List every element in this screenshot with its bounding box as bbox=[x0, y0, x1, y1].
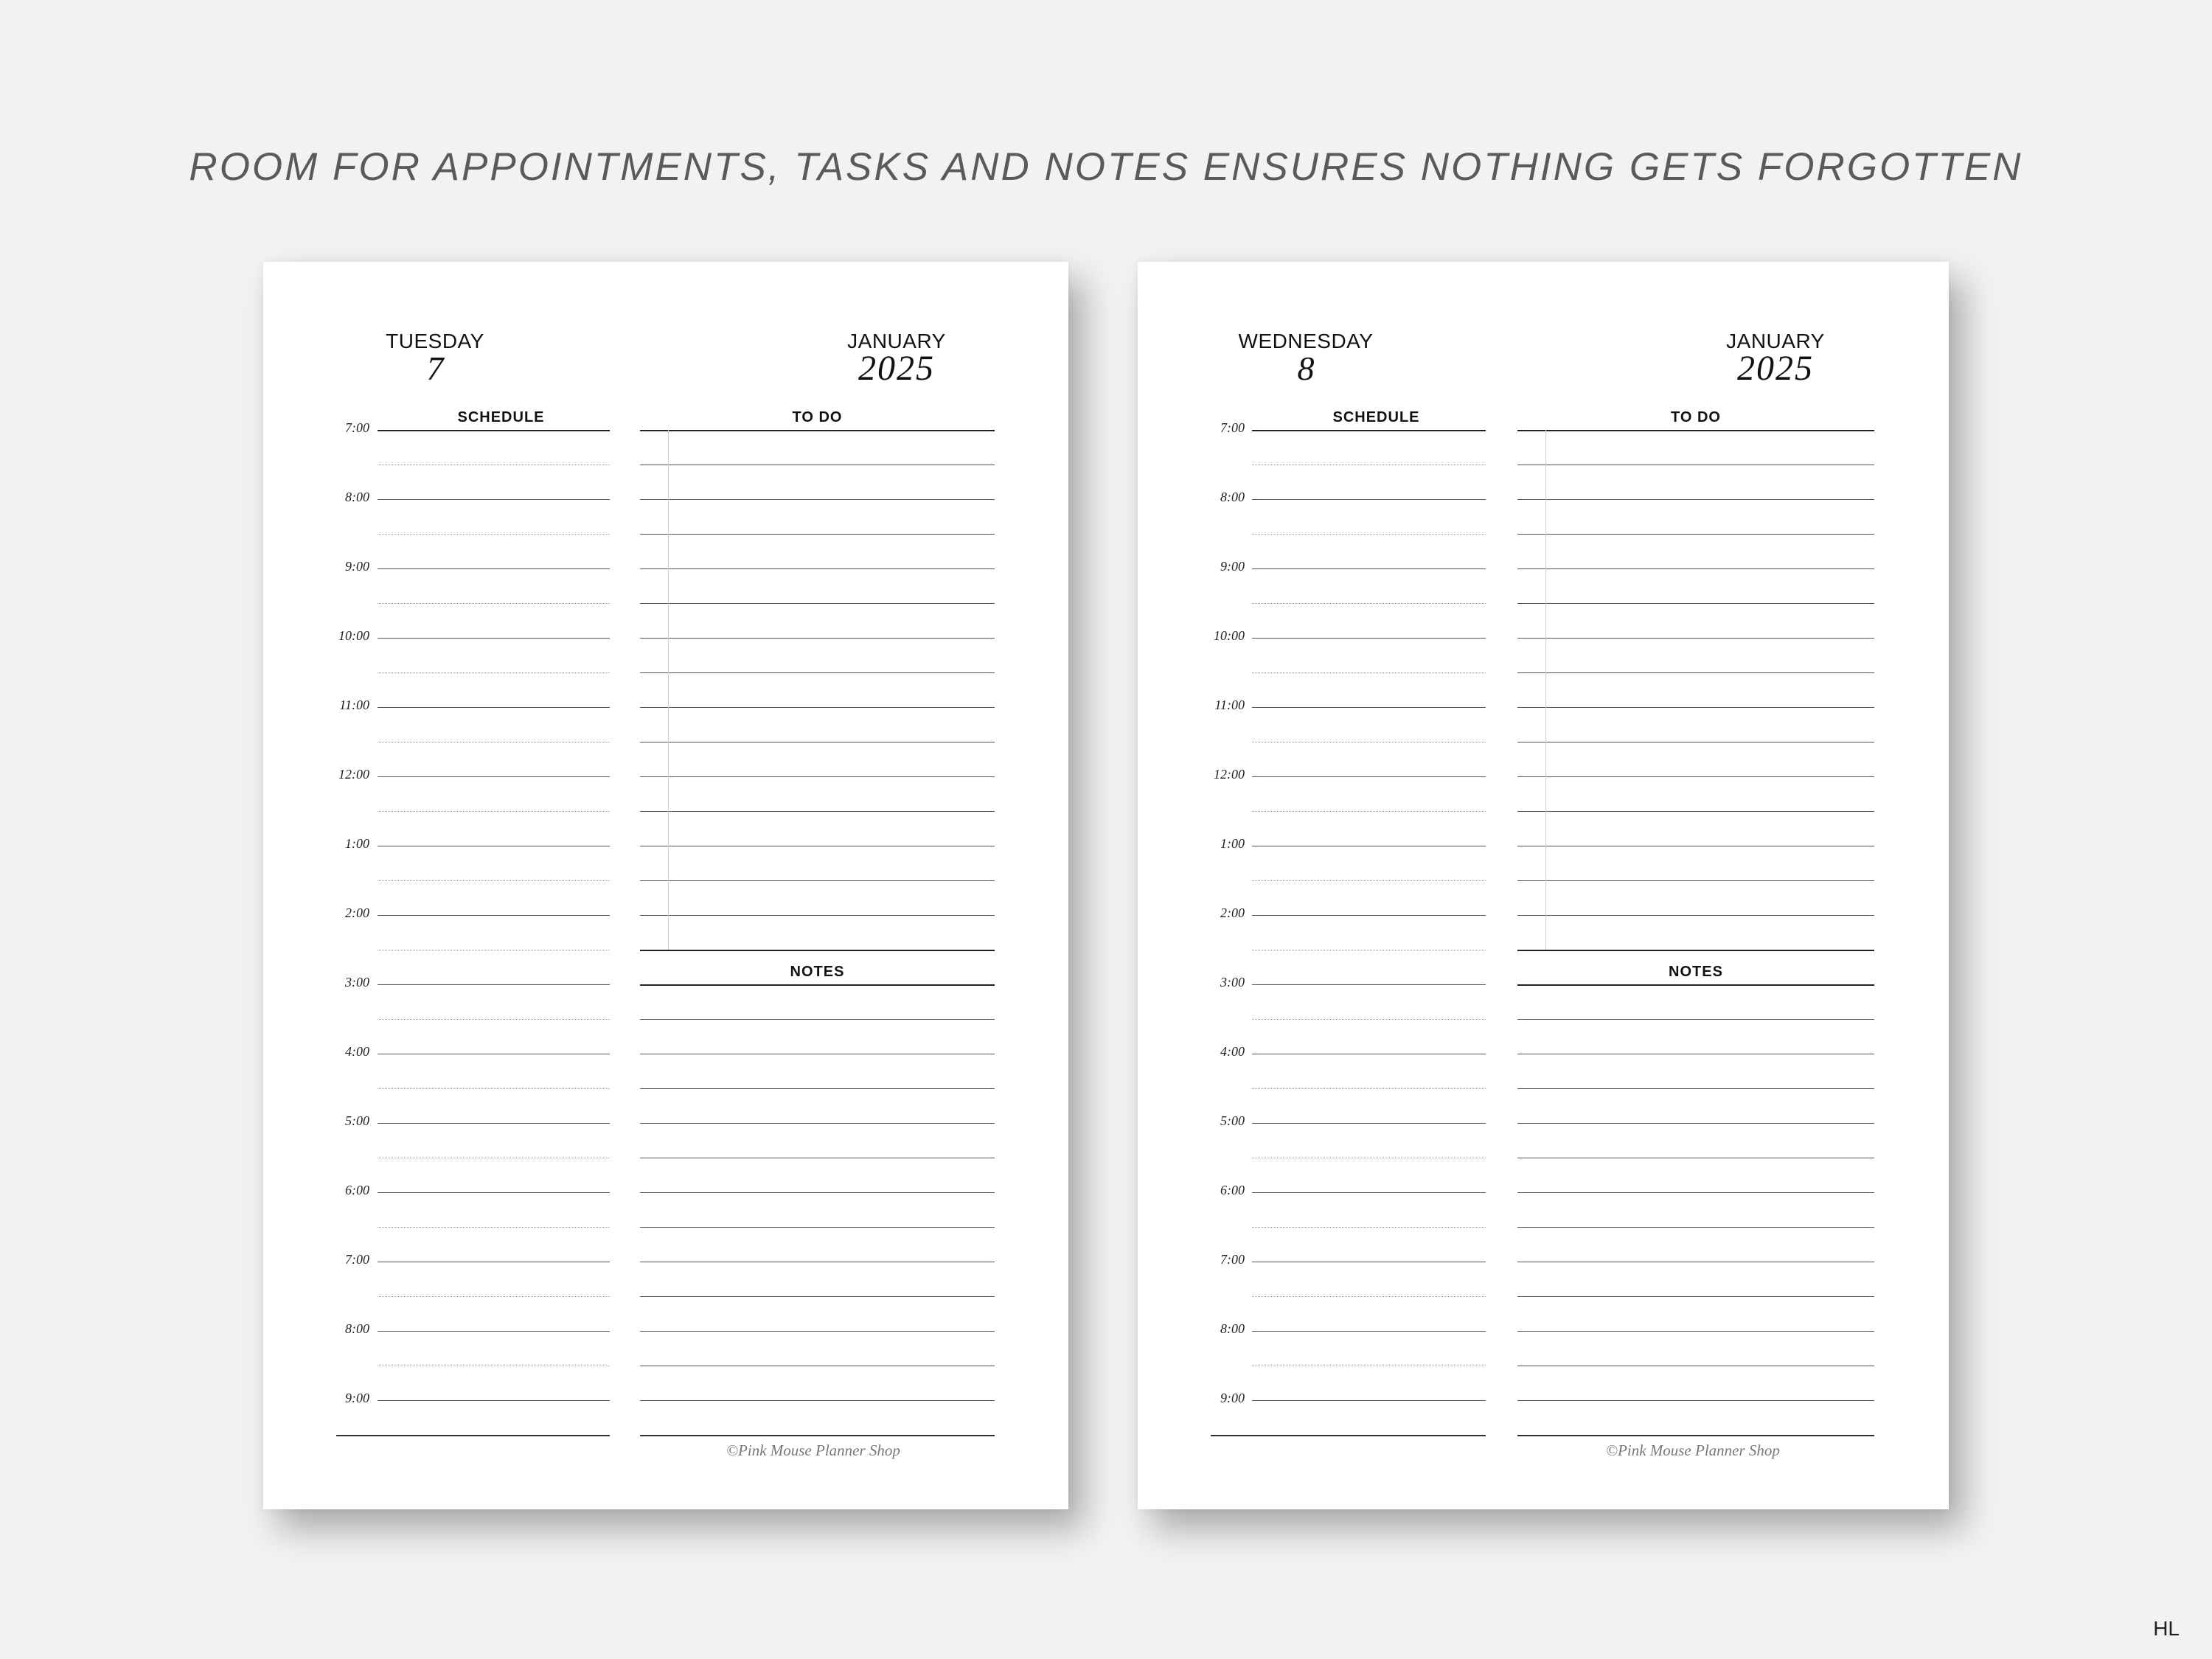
todo-line bbox=[640, 603, 995, 604]
time-label: 1:00 bbox=[1220, 836, 1245, 851]
todo-line bbox=[1517, 915, 1874, 916]
schedule-half-hour-line bbox=[1252, 1088, 1486, 1089]
schedule-half-hour-line bbox=[1252, 1019, 1486, 1020]
time-label: 7:00 bbox=[345, 1252, 369, 1267]
schedule-half-hour-line bbox=[378, 1296, 610, 1297]
notes-bottom-rule bbox=[640, 1435, 995, 1436]
schedule-half-hour-line bbox=[378, 534, 610, 535]
todo-line bbox=[640, 776, 995, 777]
time-label: 7:00 bbox=[345, 420, 369, 435]
schedule-half-hour-line bbox=[1252, 880, 1486, 881]
notes-line bbox=[640, 1296, 995, 1297]
time-label: 12:00 bbox=[1214, 767, 1245, 782]
notes-bottom-rule bbox=[1517, 1435, 1874, 1436]
time-label: 5:00 bbox=[1220, 1113, 1245, 1128]
schedule-header-rule bbox=[1252, 430, 1486, 431]
schedule-hour-line bbox=[1252, 568, 1486, 569]
time-label: 9:00 bbox=[1220, 1391, 1245, 1405]
schedule-half-hour-line bbox=[378, 811, 610, 812]
notes-line bbox=[1517, 1123, 1874, 1124]
schedule-half-hour-line bbox=[378, 1088, 610, 1089]
notes-line bbox=[1517, 984, 1874, 986]
time-label: 4:00 bbox=[345, 1044, 369, 1059]
todo-line bbox=[640, 950, 995, 951]
day-heading bbox=[324, 330, 546, 385]
notes-line bbox=[640, 1192, 995, 1193]
year-number: 2025 bbox=[858, 349, 935, 388]
schedule-half-hour-line bbox=[378, 672, 610, 673]
todo-line bbox=[640, 499, 995, 500]
month-label: JANUARY bbox=[847, 330, 946, 352]
time-label: 9:00 bbox=[345, 559, 369, 574]
schedule-hour-line bbox=[1252, 915, 1486, 916]
todo-line bbox=[1517, 603, 1874, 604]
time-label: 12:00 bbox=[338, 767, 369, 782]
schedule-hour-line bbox=[1252, 707, 1486, 708]
day-number: 7 bbox=[426, 349, 444, 387]
notes-line bbox=[640, 984, 995, 986]
schedule-hour-line bbox=[378, 1331, 610, 1332]
schedule-half-hour-line bbox=[378, 880, 610, 881]
copyright-footer: ©Pink Mouse Planner Shop bbox=[1606, 1441, 1780, 1459]
schedule-half-hour-line bbox=[1252, 1227, 1486, 1228]
schedule-hour-line bbox=[1252, 776, 1486, 777]
todo-line bbox=[1517, 776, 1874, 777]
notes-line bbox=[1517, 1227, 1874, 1228]
planner-page-tuesday bbox=[263, 262, 1068, 1509]
schedule-half-hour-line bbox=[1252, 603, 1486, 604]
copyright-footer: ©Pink Mouse Planner Shop bbox=[726, 1441, 900, 1459]
todo-line bbox=[1517, 880, 1874, 881]
todo-line bbox=[640, 707, 995, 708]
todo-checkbox-divider bbox=[1545, 430, 1546, 950]
schedule-hour-line bbox=[378, 776, 610, 777]
time-label: 1:00 bbox=[345, 836, 369, 851]
todo-line bbox=[1517, 638, 1874, 639]
time-label: 4:00 bbox=[1220, 1044, 1245, 1059]
notes-line bbox=[1517, 1088, 1874, 1089]
notes-line bbox=[640, 1123, 995, 1124]
todo-line bbox=[640, 915, 995, 916]
time-label: 11:00 bbox=[339, 698, 369, 712]
notes-line bbox=[640, 1331, 995, 1332]
time-label: 10:00 bbox=[338, 628, 369, 643]
todo-line bbox=[640, 568, 995, 569]
notes-line bbox=[1517, 1296, 1874, 1297]
month-heading bbox=[1665, 330, 1886, 388]
schedule-half-hour-line bbox=[378, 603, 610, 604]
todo-header: TO DO bbox=[792, 409, 843, 425]
schedule-half-hour-line bbox=[378, 1019, 610, 1020]
schedule-hour-line bbox=[378, 1400, 610, 1401]
time-label: 6:00 bbox=[345, 1183, 369, 1197]
time-label: 8:00 bbox=[345, 1321, 369, 1336]
todo-line bbox=[1517, 950, 1874, 951]
todo-line bbox=[1517, 534, 1874, 535]
weekday-label: WEDNESDAY bbox=[1238, 330, 1374, 352]
notes-line bbox=[640, 1019, 995, 1020]
time-label: 3:00 bbox=[345, 975, 369, 990]
day-number: 8 bbox=[1297, 349, 1315, 387]
time-label: 8:00 bbox=[345, 490, 369, 504]
todo-line bbox=[1517, 568, 1874, 569]
month-heading bbox=[786, 330, 1007, 388]
corner-mark: HL bbox=[2153, 1617, 2180, 1640]
schedule-hour-line bbox=[1252, 1331, 1486, 1332]
schedule-half-hour-line bbox=[1252, 534, 1486, 535]
time-label: 2:00 bbox=[1220, 905, 1245, 920]
time-label: 2:00 bbox=[345, 905, 369, 920]
planner-page-wednesday bbox=[1138, 262, 1949, 1509]
time-label: 5:00 bbox=[345, 1113, 369, 1128]
time-label: 11:00 bbox=[1214, 698, 1245, 712]
schedule-hour-line bbox=[378, 638, 610, 639]
headline: ROOM FOR APPOINTMENTS, TASKS AND NOTES ENSURES NOTHING GETS FORGOTTEN bbox=[189, 145, 2023, 189]
time-label: 6:00 bbox=[1220, 1183, 1245, 1197]
schedule-half-hour-line bbox=[378, 1227, 610, 1228]
notes-line bbox=[1517, 1400, 1874, 1401]
schedule-hour-line bbox=[378, 1123, 610, 1124]
schedule-hour-line bbox=[1252, 1192, 1486, 1193]
schedule-half-hour-line bbox=[1252, 1296, 1486, 1297]
day-heading bbox=[1195, 330, 1416, 385]
todo-line bbox=[640, 811, 995, 812]
schedule-header: SCHEDULE bbox=[1332, 409, 1420, 425]
todo-line bbox=[640, 672, 995, 673]
todo-line bbox=[1517, 707, 1874, 708]
time-label: 7:00 bbox=[1220, 420, 1245, 435]
schedule-hour-line bbox=[378, 568, 610, 569]
todo-line bbox=[1517, 430, 1874, 431]
notes-line bbox=[640, 1088, 995, 1089]
todo-line bbox=[1517, 499, 1874, 500]
notes-line bbox=[640, 1400, 995, 1401]
todo-line bbox=[640, 638, 995, 639]
todo-line bbox=[1517, 672, 1874, 673]
todo-line bbox=[640, 430, 995, 431]
schedule-hour-line bbox=[378, 984, 610, 985]
schedule-hour-line bbox=[378, 499, 610, 500]
schedule-half-hour-line bbox=[1252, 672, 1486, 673]
schedule-hour-line bbox=[1252, 984, 1486, 985]
month-label: JANUARY bbox=[1726, 330, 1825, 352]
schedule-hour-line bbox=[1252, 1123, 1486, 1124]
todo-line bbox=[640, 880, 995, 881]
notes-header: NOTES bbox=[1669, 964, 1723, 980]
schedule-hour-line bbox=[1252, 638, 1486, 639]
notes-line bbox=[1517, 1019, 1874, 1020]
schedule-header-rule bbox=[378, 430, 610, 431]
schedule-bottom-rule bbox=[336, 1435, 610, 1436]
weekday-label: TUESDAY bbox=[386, 330, 484, 352]
notes-line bbox=[1517, 1192, 1874, 1193]
time-label: 10:00 bbox=[1214, 628, 1245, 643]
time-label: 7:00 bbox=[1220, 1252, 1245, 1267]
year-number: 2025 bbox=[1737, 349, 1814, 388]
schedule-hour-line bbox=[378, 707, 610, 708]
schedule-hour-line bbox=[378, 915, 610, 916]
time-label: 3:00 bbox=[1220, 975, 1245, 990]
notes-line bbox=[640, 1227, 995, 1228]
time-label: 8:00 bbox=[1220, 1321, 1245, 1336]
schedule-hour-line bbox=[1252, 499, 1486, 500]
todo-line bbox=[1517, 811, 1874, 812]
time-label: 9:00 bbox=[345, 1391, 369, 1405]
todo-line bbox=[640, 534, 995, 535]
time-label: 8:00 bbox=[1220, 490, 1245, 504]
todo-checkbox-divider bbox=[668, 430, 669, 950]
time-label: 9:00 bbox=[1220, 559, 1245, 574]
schedule-header: SCHEDULE bbox=[457, 409, 545, 425]
schedule-half-hour-line bbox=[1252, 811, 1486, 812]
todo-header: TO DO bbox=[1671, 409, 1721, 425]
notes-header: NOTES bbox=[790, 964, 845, 980]
schedule-hour-line bbox=[1252, 1400, 1486, 1401]
schedule-bottom-rule bbox=[1211, 1435, 1486, 1436]
schedule-hour-line bbox=[378, 1192, 610, 1193]
notes-line bbox=[1517, 1331, 1874, 1332]
